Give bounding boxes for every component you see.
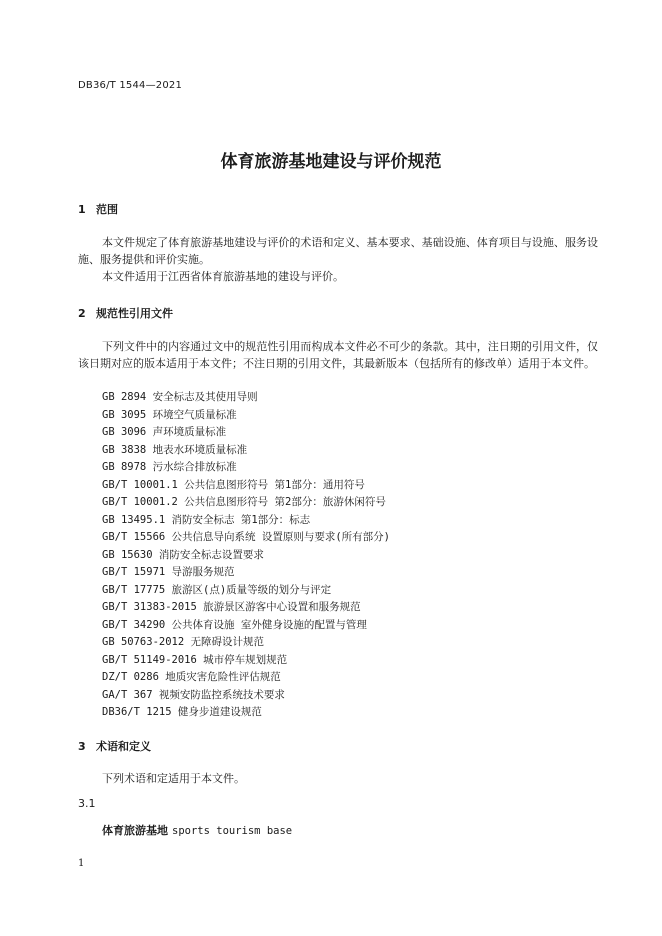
subsection-3-1-number: 3.1 [78, 797, 96, 810]
reference-item: GB/T 15566 公共信息导向系统 设置原则与要求(所有部分) [102, 531, 391, 543]
reference-item: GB/T 51149-2016 城市停车规划规范 [102, 653, 288, 666]
term-english: sports tourism base [172, 825, 293, 837]
reference-item: DZ/T 0286 地质灾害危险性评估规范 [102, 671, 281, 683]
section-number: 1 [78, 203, 86, 216]
section-3-paragraph-1: 下列术语和定适用于本文件。 [102, 772, 245, 785]
reference-item: GB/T 34290 公共体育设施 室外健身设施的配置与管理 [102, 618, 367, 631]
reference-item: GB 3838 地表水环境质量标准 [102, 443, 248, 456]
reference-item: GB 8978 污水综合排放标准 [102, 461, 237, 473]
reference-item: GA/T 367 视频安防监控系统技术要求 [102, 688, 285, 701]
reference-item: DB36/T 1215 健身步道建设规范 [102, 706, 262, 718]
reference-item: GB 3095 环境空气质量标准 [102, 408, 237, 421]
reference-list [102, 389, 390, 722]
section-1-paragraph-1: 本文件规定了体育旅游基地建设与评价的术语和定义、基本要求、基础设施、体育项目与设施、服务设施、服务提供和评价实施。 [78, 236, 598, 266]
section-1-paragraph-2: 本文件适用于江西省体育旅游基地的建设与评价。 [102, 270, 344, 283]
reference-item: GB/T 17775 旅游区(点)质量等级的划分与评定 [102, 583, 332, 596]
reference-item: GB 50763-2012 无障碍设计规范 [102, 636, 265, 648]
document-code: DB36/T 1544—2021 [78, 80, 183, 91]
reference-item: GB 2894 安全标志及其使用导则 [102, 391, 258, 403]
section-number: 3 [78, 740, 86, 753]
section-2-heading [78, 305, 173, 321]
section-title: 范围 [96, 203, 118, 216]
section-1-heading [78, 201, 118, 217]
term-entry [102, 822, 292, 838]
reference-item: GB 15630 消防安全标志设置要求 [102, 548, 264, 561]
reference-item: GB/T 10001.2 公共信息图形符号 第2部分：旅游休闲符号 [102, 496, 386, 508]
section-2-paragraph-1: 下列文件中的内容通过文中的规范性引用而构成本文件必不可少的条款。其中，注日期的引用文件，仅该日期对应的版本适用于本文件；不注日期的引用文件，其最新版本（包括所有的修改单）适用于本文件。 [78, 340, 598, 370]
page-number: 1 [78, 858, 85, 869]
section-title: 规范性引用文件 [96, 307, 173, 320]
section-title: 术语和定义 [96, 740, 151, 753]
reference-item: GB 3096 声环境质量标准 [102, 426, 227, 438]
reference-item: GB/T 10001.1 公共信息图形符号 第1部分：通用符号 [102, 478, 365, 491]
section-3-heading [78, 738, 151, 754]
document-title: 体育旅游基地建设与评价规范 [220, 152, 442, 172]
term-chinese: 体育旅游基地 [102, 824, 168, 837]
reference-item: GB/T 15971 导游服务规范 [102, 566, 235, 578]
reference-item: GB 13495.1 消防安全标志 第1部分：标志 [102, 513, 311, 526]
section-number: 2 [78, 307, 86, 320]
reference-item: GB/T 31383-2015 旅游景区游客中心设置和服务规范 [102, 601, 361, 613]
